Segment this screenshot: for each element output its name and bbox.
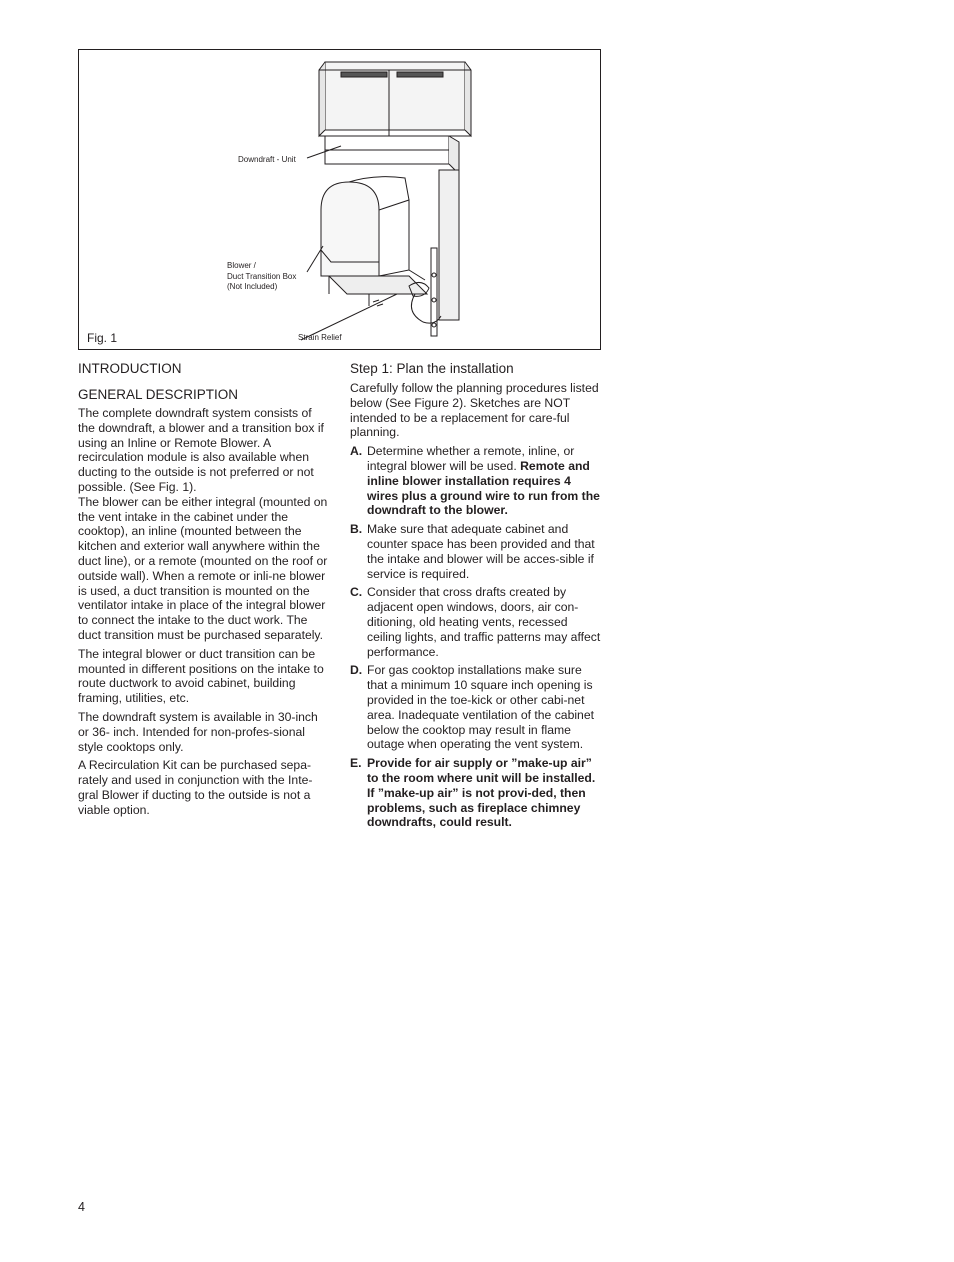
list-item-c — [350, 585, 604, 659]
list-item-text: Determine whether a remote, inline, or integral blower will be used. — [367, 444, 575, 473]
paragraph-3: The integral blower or duct transition can be mounted in different positions on the intake to route ductwork to avoid cabinet, building framing, utilities, etc. — [78, 646, 324, 706]
paragraph-5: A Recirculation Kit can be purchased sepa-rately and used in conjunction with the Inte-gral Blower if ducting to the outside is not a viable option. — [78, 758, 313, 817]
heading-introduction: INTRODUCTION — [78, 361, 182, 376]
list-item-a — [350, 444, 604, 518]
list-item-body — [367, 756, 604, 830]
list-item-letter: B. — [350, 522, 363, 537]
callout-blower — [227, 261, 296, 293]
list-item-body — [367, 444, 604, 518]
list-item-letter: D. — [350, 663, 363, 678]
callout-blower-line1: Blower / — [227, 261, 256, 270]
list-item-text: Consider that cross drafts created by adjacent open windows, doors, air con-ditioning, old heating vents, recessed ceiling lights, and traffic patterns may affect performance. — [367, 585, 601, 659]
left-column — [78, 361, 330, 822]
list-item-text: Make sure that adequate cabinet and counter space has been provided and that the intake and blower will be acces-sible if service is required. — [367, 522, 595, 581]
page-number: 4 — [78, 1200, 85, 1214]
list-item-bold-text: Remote and inline blower installation requires 4 wires plus a ground wire to run from the downdraft to the blower. — [367, 458, 600, 518]
list-item-text: For gas cooktop installations make sure that a minimum 10 square inch opening is provided in the toe-kick or other cabi-net area. Inadequate ventilation of the cabinet below the cooktop may result in flame outage when operating the vent system. — [367, 663, 594, 752]
heading-general-description: GENERAL DESCRIPTION — [78, 387, 239, 402]
paragraph-2: The blower can be either integral (mounted on the vent intake in the cabinet under the cooktop), an inline (mounted between the kitchen and exterior wall anywhere within the duct line), or a remote (mounted on the roof or outside wall). When a remote or inli-ne blower is used, a duct transition is mounted on the ventilator intake in place of the integral blower to connect the intake to the duct work. The duct transition must be purchased separately. — [78, 494, 328, 642]
paragraph-4: The downdraft system is available in 30-inch or 36- inch. Intended for non-profes-sional style cooktops only. — [78, 709, 318, 754]
list-item-letter: C. — [350, 585, 363, 600]
step-intro: Carefully follow the planning procedures listed below (See Figure 2). Sketches are NOT intended to be a replacement for care-ful planning. — [350, 381, 599, 440]
callout-blower-line3: (Not Included) — [227, 282, 278, 291]
figure-label: Fig. 1 — [87, 331, 118, 345]
heading-step-1: Step 1: Plan the installation — [350, 361, 514, 376]
list-item-e — [350, 756, 604, 830]
list-item-b — [350, 522, 604, 581]
list-item-letter: A. — [350, 444, 363, 459]
list-item-d — [350, 663, 604, 752]
right-column — [350, 361, 604, 834]
callout-downdraft-unit: Downdraft - Unit — [238, 155, 296, 164]
figure-1 — [78, 49, 601, 350]
list-item-bold-text: Provide for air supply or ”make-up air” to the room where unit will be installed. If ”make-up air” is not provi-ded, then problems, such as fireplace chimney downdrafts, could result. — [367, 756, 596, 830]
list-item-letter: E. — [350, 756, 362, 771]
list-item-body — [367, 522, 604, 581]
list-item-body — [367, 585, 604, 659]
paragraph-1: The complete downdraft system consists of the downdraft, a blower and a transition box if using an Inline or Remote Blower. A recirculation module is also available when ducting to the outside is not preferred or not possible. (See Fig. 1). — [78, 406, 324, 494]
list-item-body — [367, 663, 604, 752]
downdraft-illustration — [79, 50, 600, 349]
callout-blower-line2: Duct Transition Box — [227, 271, 297, 281]
callout-strain-relief: Strain Relief — [298, 333, 342, 342]
